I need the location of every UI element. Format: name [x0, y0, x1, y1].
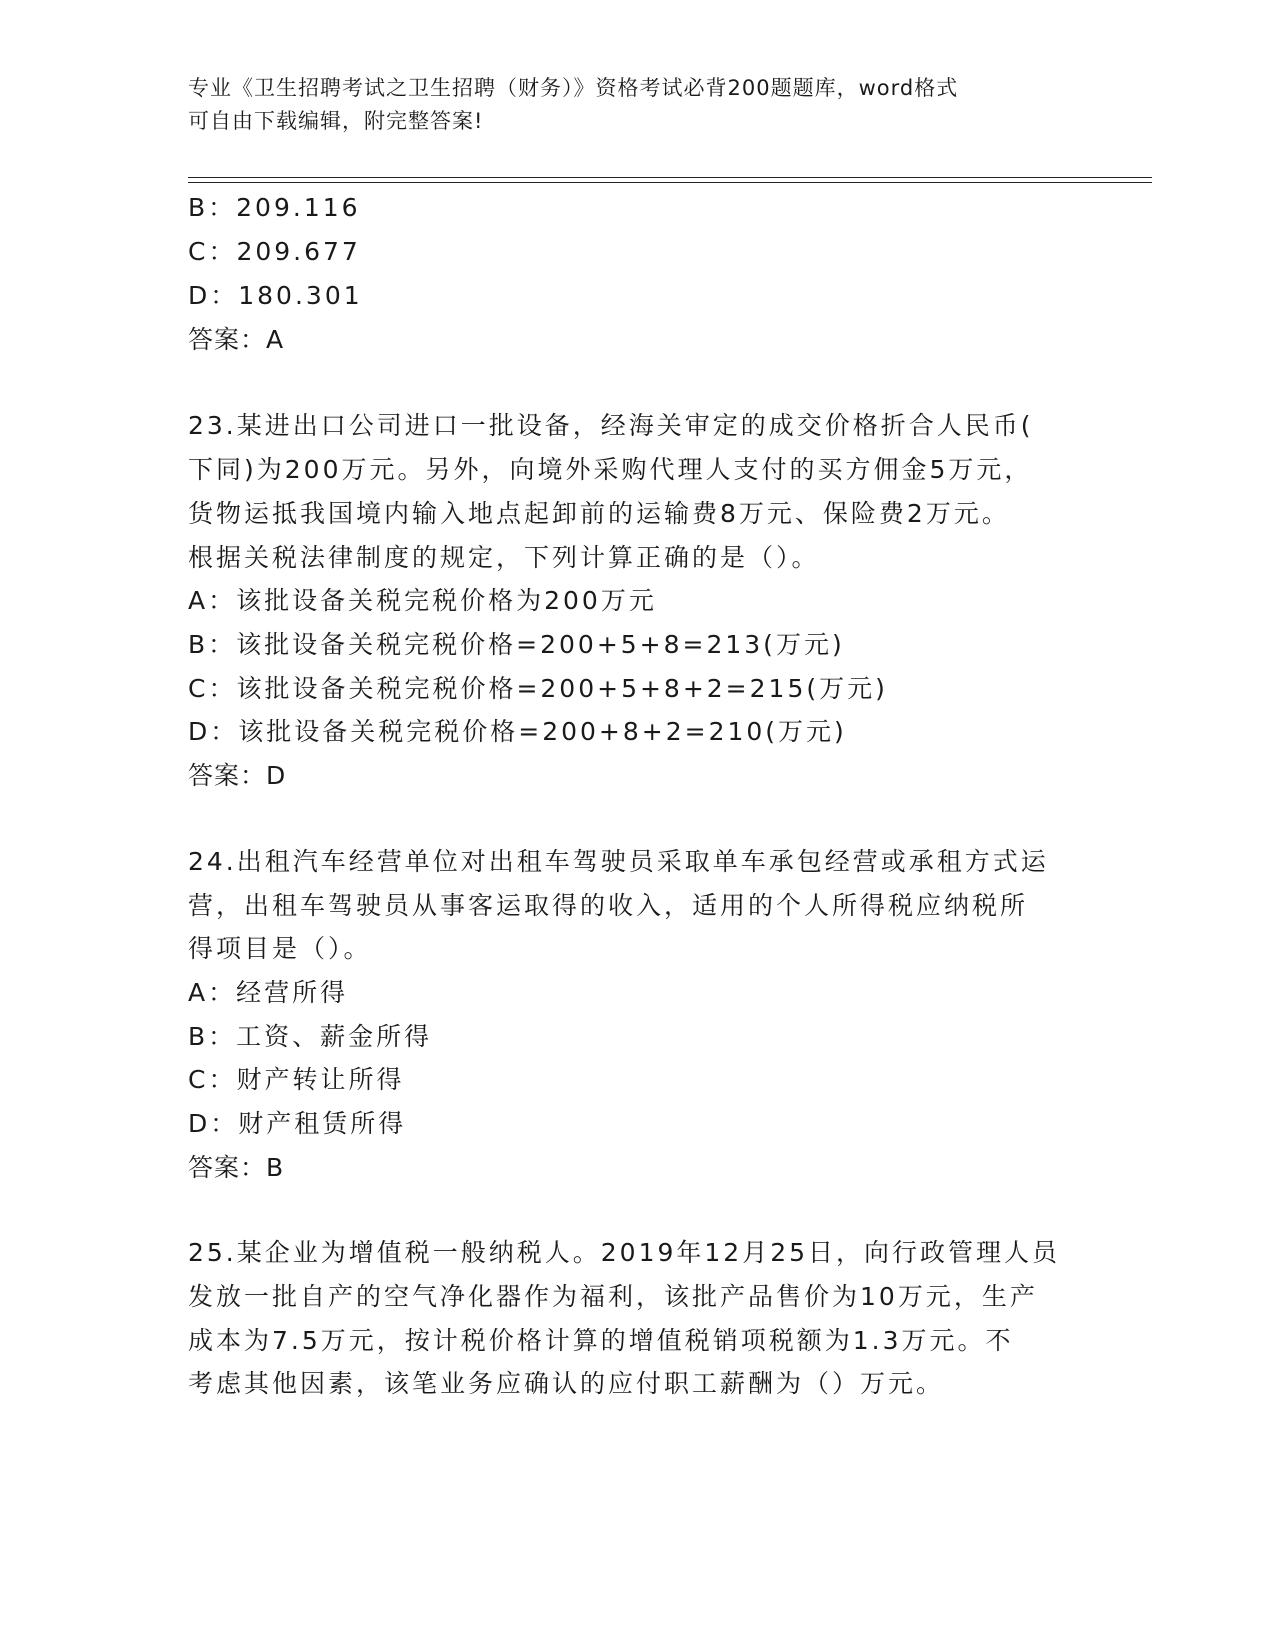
question-24-line-3: 得项目是（）。 [188, 934, 372, 963]
header-divider-top [188, 177, 1152, 178]
option-b: B：209.116 [188, 193, 361, 222]
question-23-answer: 答案：D [188, 761, 287, 790]
question-23-option-b: B：该批设备关税完税价格=200+5+8=213(万元) [188, 630, 845, 659]
question-24-line-1: 24.出租汽车经营单位对出租车驾驶员采取单车承包经营或承租方式运 [188, 847, 1049, 876]
question-23-option-c: C：该批设备关税完税价格=200+5+8+2=215(万元) [188, 674, 888, 703]
document-header [188, 72, 1088, 138]
header-line-1: 专业《卫生招聘考试之卫生招聘（财务）》资格考试必背200题题库，word格式 [188, 76, 959, 100]
question-24-option-d: D：财产租赁所得 [188, 1109, 407, 1138]
question-24-option-b: B：工资、薪金所得 [188, 1022, 433, 1051]
option-c: C：209.677 [188, 237, 361, 266]
header-divider-bottom [188, 182, 1152, 183]
question-23-line-3: 货物运抵我国境内输入地点起卸前的运输费8万元、保险费2万元。 [188, 499, 1010, 528]
question-25-line-2: 发放一批自产的空气净化器作为福利，该批产品售价为10万元，生产 [188, 1282, 1038, 1311]
question-24-line-2: 营，出租车驾驶员从事客运取得的收入，适用的个人所得税应纳税所 [188, 891, 1029, 920]
header-line-2: 可自由下载编辑，附完整答案! [188, 109, 484, 133]
question-23-line-2: 下同)为200万元。另外，向境外采购代理人支付的买方佣金5万元， [188, 455, 1033, 484]
question-24-option-c: C：财产转让所得 [188, 1065, 405, 1094]
question-23-line-4: 根据关税法律制度的规定，下列计算正确的是（）。 [188, 543, 820, 572]
question-25-line-1: 25.某企业为增值税一般纳税人。2019年12月25日，向行政管理人员 [188, 1238, 1061, 1267]
question-25-line-3: 成本为7.5万元，按计税价格计算的增值税销项税额为1.3万元。不 [188, 1326, 1014, 1355]
question-24-answer: 答案：B [188, 1153, 285, 1182]
option-d: D：180.301 [188, 281, 363, 310]
question-23-option-a: A：该批设备关税完税价格为200万元 [188, 586, 657, 615]
question-23-option-d: D：该批设备关税完税价格=200+8+2=210(万元) [188, 717, 847, 746]
question-24-option-a: A：经营所得 [188, 978, 349, 1007]
question-23-line-1: 23.某进出口公司进口一批设备，经海关审定的成交价格折合人民币( [188, 411, 1034, 440]
answer: 答案：A [188, 325, 285, 354]
question-25-line-4: 考虑其他因素，该笔业务应确认的应付职工薪酬为（）万元。 [188, 1369, 945, 1398]
